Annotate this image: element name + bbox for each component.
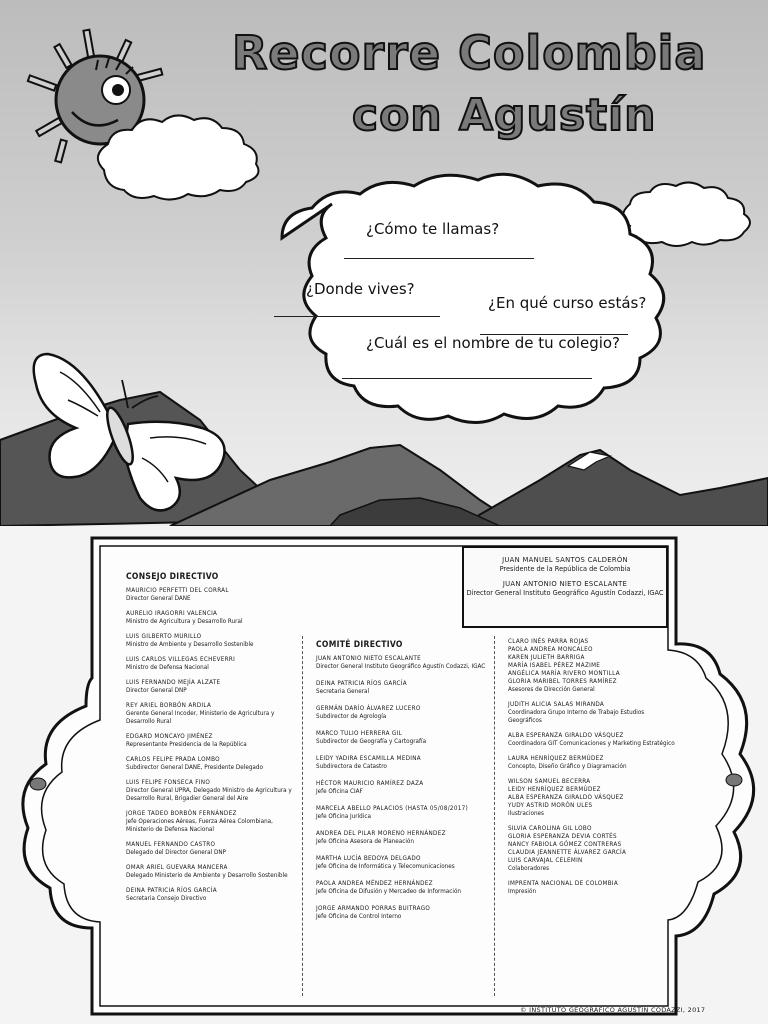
member-role: Subdirector General DANE, Presidente Delegado <box>126 764 263 771</box>
team-name: NANCY FABIOLA GÓMEZ CONTRERAS <box>508 841 622 848</box>
team-name: IMPRENTA NACIONAL DE COLOMBIA <box>508 880 619 887</box>
member-role: Jefe Oficina CIAF <box>316 788 363 795</box>
member-name: ANDREA DEL PILAR MORENO HERNÁNDEZ <box>316 830 446 837</box>
cover-title-line1: Recorre Colombia <box>232 26 707 80</box>
member-name: REY ARIEL BORBÓN ARDILA <box>126 702 212 709</box>
member-name: LUIS FERNANDO MEJÍA ALZATE <box>126 679 221 686</box>
team-name: JUDITH ALICIA SALAS MIRANDA <box>508 701 605 708</box>
team-name: MARÍA ISABEL PÉREZ MAZIME <box>508 662 601 669</box>
question-school: ¿Cuál es el nombre de tu colegio? <box>366 334 621 352</box>
team-name: LEIDY HENRÍQUEZ BERMÚDEZ <box>508 786 601 793</box>
team-name: WILSON SAMUEL BECERRA <box>508 778 591 785</box>
member-name: MANUEL FERNANDO CASTRO <box>126 841 216 848</box>
consejo-directivo-column <box>126 572 296 910</box>
team-role: Asesores de Dirección General <box>508 686 595 693</box>
member-role: Ministro de Agricultura y Desarrollo Rural <box>126 618 243 625</box>
member-role: Jefe Operaciones Aéreas, Fuerza Aérea Colombiana, Ministerio de Defensa Nacional <box>126 818 273 833</box>
member-name: DEINA PATRICIA RÍOS GARCÍA <box>126 887 217 894</box>
member-name: JUAN ANTONIO NIETO ESCALANTE <box>316 655 421 662</box>
member-role: Jefe Oficina Asesora de Planeación <box>316 838 414 845</box>
column-divider-right <box>494 636 495 996</box>
team-name: GLORIA ESPERANZA DEVIA CORTÉS <box>508 833 617 840</box>
member-name: MAURICIO PERFETTI DEL CORRAL <box>126 587 229 594</box>
director-name: JUAN ANTONIO NIETO ESCALANTE <box>502 580 628 588</box>
member-name: MARCO TULIO HERRERA GIL <box>316 730 403 737</box>
member-name: DEINA PATRICIA RÍOS GARCÍA <box>316 680 407 687</box>
member-name: OMAR ARIEL GUEVARA MANCERA <box>126 864 228 871</box>
member-role: Director General DNP <box>126 687 187 694</box>
comite-directivo-column <box>316 640 488 930</box>
member-role: Representante Presidencia de la República <box>126 741 247 748</box>
member-name: CARLOS FELIPE PRADA LOMBO <box>126 756 220 763</box>
member-role: Gerente General Incoder, Ministerio de Agricultura y Desarrollo Rural <box>126 710 275 725</box>
member-role: Ministro de Defensa Nacional <box>126 664 209 671</box>
member-role: Ministro de Ambiente y Desarrollo Sostenible <box>126 641 254 648</box>
team-name: PAOLA ANDREA MONCALEO <box>508 646 593 653</box>
member-role: Delegado del Director General DNP <box>126 849 226 856</box>
team-name: YUDY ASTRID MORÓN ULES <box>508 802 593 809</box>
copyright-footer: © INSTITUTO GEOGRÁFICO AGUSTÍN CODAZZI, 2017 <box>520 1006 706 1014</box>
team-name: ANGÉLICA MARÍA RIVERO MONTILLA <box>508 670 620 677</box>
team-name: LAURA HENRÍQUEZ BERMÚDEZ <box>508 755 604 762</box>
member-role: Secretaria Consejo Directivo <box>126 895 207 902</box>
member-role: Jefe Oficina de Difusión y Mercadeo de Información <box>316 888 461 895</box>
member-role: Subdirector de Agrología <box>316 713 387 720</box>
team-name: CLARO INÉS PARRA ROJAS <box>508 638 589 645</box>
member-role: Subdirectora de Catastro <box>316 763 387 770</box>
member-role: Jefe Oficina de Informática y Telecomunicaciones <box>316 863 455 870</box>
team-role: Concepto, Diseño Gráfico y Diagramación <box>508 763 627 770</box>
team-name: GLORIA MARIBEL TORRES RAMÍREZ <box>508 678 617 685</box>
member-role: Director General Instituto Geográfico Agustín Codazzi, IGAC <box>316 663 486 670</box>
member-name: JORGE ARMANDO PORRAS BUITRAGO <box>316 905 431 912</box>
answer-line-school[interactable] <box>342 378 592 379</box>
member-name: LEIDY YADIRA ESCAMILLA MEDINA <box>316 755 421 762</box>
member-name: LUIS CARLOS VILLEGAS ECHEVERRI <box>126 656 236 663</box>
team-name: KAREN JULIETH BARRIGA <box>508 654 585 661</box>
member-name: AURELIO IRAGORRI VALENCIA <box>126 610 218 617</box>
team-role: Coordinadora GIT Comunicaciones y Marketing Estratégico <box>508 740 675 747</box>
cloud-small-right <box>623 182 750 246</box>
team-role: Coordinadora Grupo Interno de Trabajo Estudios Geográficos <box>508 709 645 724</box>
team-name: ALBA ESPERANZA GIRALDO VÁSQUEZ <box>508 794 624 801</box>
team-name: CLAUDIA JEANNETTE ÁLVAREZ GARCÍA <box>508 849 627 856</box>
member-role: Jefe Oficina Jurídica <box>316 813 371 820</box>
director-role: Director General Instituto Geográfico Agustín Codazzi, IGAC <box>466 589 664 597</box>
member-role: Secretaria General <box>316 688 370 695</box>
member-role: Delegado Ministerio de Ambiente y Desarrollo Sostenible <box>126 872 288 879</box>
credits-page <box>0 526 768 1024</box>
member-name: JORGE TADEO BORBÓN FERNÁNDEZ <box>126 810 237 817</box>
member-name: EDGARD MONCAYO JIMÉNEZ <box>126 733 213 740</box>
question-name: ¿Cómo te llamas? <box>366 220 500 238</box>
question-live: ¿Donde vives? <box>306 280 415 298</box>
section-title-consejo: CONSEJO DIRECTIVO <box>126 572 219 582</box>
member-role: Director General DANE <box>126 595 191 602</box>
team-name: SILVIA CAROLINA GIL LOBO <box>508 825 592 832</box>
member-name: MARCELA ABELLO PALACIOS (HASTA 05/08/2017) <box>316 805 469 812</box>
answer-line-name[interactable] <box>344 258 534 259</box>
equipo-column <box>508 638 676 903</box>
team-role: Colaboradores <box>508 865 550 872</box>
member-name: LUIS FELIPE FONSECA FINO <box>126 779 211 786</box>
member-role: Director General UPRA, Delegado Ministro de Agricultura y Desarrollo Rural, Brigadier General del Aire <box>126 787 292 802</box>
member-role: Subdirector de Geografía y Cartografía <box>316 738 427 745</box>
president-role: Presidente de la República de Colombia <box>499 565 631 573</box>
member-name: HÉCTOR MAURICIO RAMÍREZ DAZA <box>316 780 424 787</box>
team-role: Impresión <box>508 888 537 895</box>
member-name: LUIS GILBERTO MURILLO <box>126 633 202 640</box>
member-name: PAOLA ANDREA MÉNDEZ HERNÁNDEZ <box>316 880 433 887</box>
team-role: Ilustraciones <box>508 810 544 817</box>
team-name: ALBA ESPERANZA GIRALDO VÁSQUEZ <box>508 732 624 739</box>
question-course: ¿En qué curso estás? <box>488 294 647 312</box>
president-name: JUAN MANUEL SANTOS CALDERÓN <box>502 556 628 564</box>
member-role: Jefe Oficina de Control Interno <box>316 913 402 920</box>
column-divider-left <box>302 636 303 996</box>
section-title-comite: COMITÉ DIRECTIVO <box>316 640 403 650</box>
cover-title-line2: con Agustín <box>352 90 657 141</box>
president-box <box>462 546 668 628</box>
member-name: MARTHA LUCÍA BEDOYA DELGADO <box>316 855 421 862</box>
team-name: LUIS CARVAJAL CELEMIN <box>508 857 583 864</box>
member-name: GERMÁN DARÍO ÁLVAREZ LUCERO <box>316 705 421 712</box>
answer-line-live[interactable] <box>274 316 440 317</box>
